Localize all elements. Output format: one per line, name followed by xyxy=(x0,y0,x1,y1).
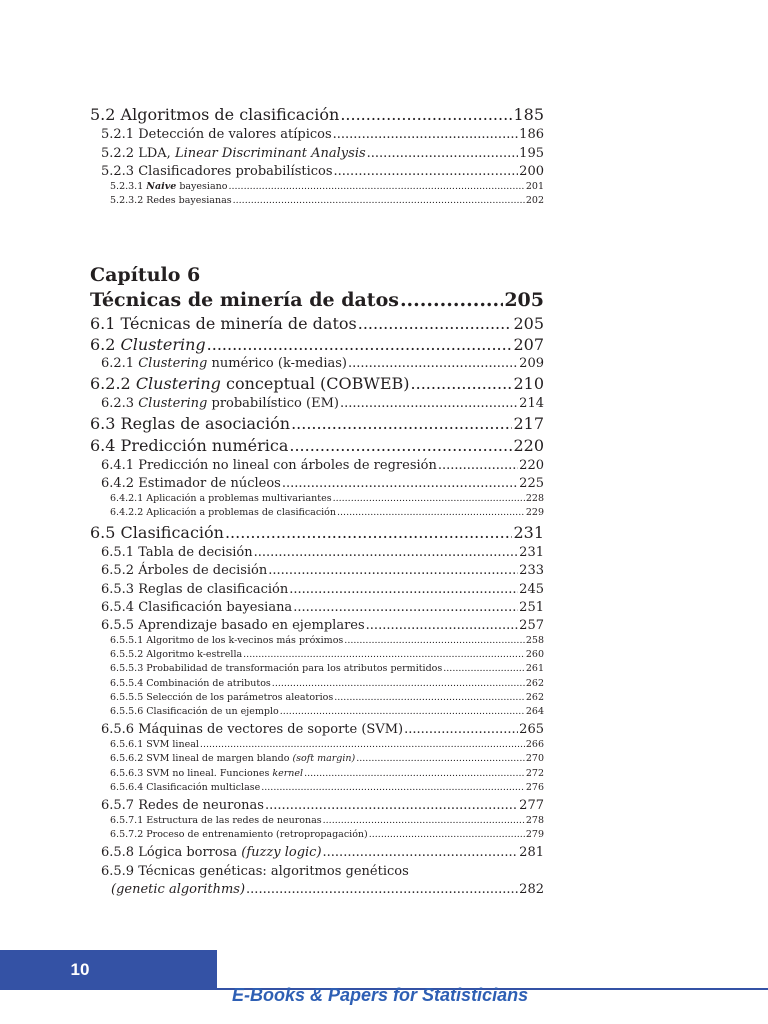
dot-leader xyxy=(243,649,525,660)
toc-page: 258 xyxy=(525,635,544,646)
toc-page: 262 xyxy=(525,692,544,703)
toc-number: 6.5.5.6 xyxy=(110,706,144,717)
toc-entry-6-3[interactable] xyxy=(90,414,544,433)
toc-page: 214 xyxy=(519,396,544,411)
toc-entry-6-5-6[interactable] xyxy=(101,722,544,737)
toc-title-italic: (fuzzy logic) xyxy=(241,845,322,860)
toc-page: 185 xyxy=(513,105,544,124)
dot-leader xyxy=(356,753,525,764)
toc-number: 6.5.6 xyxy=(101,722,135,737)
toc-entry-6-2-3[interactable] xyxy=(101,396,544,411)
toc-entry-6-5-5-4[interactable] xyxy=(110,678,544,689)
toc-number: 6.5.5.4 xyxy=(110,678,144,689)
dot-leader xyxy=(323,845,519,860)
toc-title: Aplicación a problemas multivariantes xyxy=(146,493,332,504)
chapter-label: Capítulo 6 xyxy=(90,264,201,286)
toc-title-italic: kernel xyxy=(272,768,304,779)
toc-number: 6.1 xyxy=(90,314,116,333)
toc-entry-6-2-2[interactable] xyxy=(90,374,544,393)
toc-entry-6-5-7-2[interactable] xyxy=(110,829,544,840)
toc-title: Redes de neuronas xyxy=(138,798,264,813)
toc-entry-6-5-9[interactable] xyxy=(101,864,544,879)
dot-leader xyxy=(323,815,525,826)
dot-leader xyxy=(280,706,525,717)
toc-entry-6-1[interactable] xyxy=(90,314,544,333)
toc-page: 261 xyxy=(525,663,544,674)
toc-title: Predicción numérica xyxy=(120,436,289,455)
toc-page: 195 xyxy=(519,146,544,161)
toc-entry-6-5-6-2[interactable] xyxy=(110,753,544,764)
toc-entry-6-5-5-1[interactable] xyxy=(110,635,544,646)
toc-title: Combinación de atributos xyxy=(146,678,271,689)
toc-page: 217 xyxy=(513,414,544,433)
toc-title: Algoritmos de clasificación xyxy=(120,105,340,124)
toc-entry-6-5-1[interactable] xyxy=(101,545,544,560)
toc-title-italic: Clustering xyxy=(120,335,206,354)
dot-leader xyxy=(289,436,512,455)
dot-leader xyxy=(443,663,525,674)
toc-entry-6-5-5-2[interactable] xyxy=(110,649,544,660)
dot-leader xyxy=(367,146,519,161)
dot-leader xyxy=(225,523,512,542)
toc-title: SVM no lineal. Funciones xyxy=(146,768,273,779)
toc-title: Aprendizaje basado en ejemplares xyxy=(138,618,365,633)
dot-leader xyxy=(334,692,525,703)
toc-title: Reglas de clasificación xyxy=(138,582,289,597)
toc-entry-5-2-3-1[interactable] xyxy=(110,181,544,192)
toc-number: 6.5.7 xyxy=(101,798,135,813)
toc-number: 6.4.2.1 xyxy=(110,493,144,504)
toc-number: 6.3 xyxy=(90,414,116,433)
toc-number: 6.5.9 xyxy=(101,864,135,879)
toc-number: 6.4.2.2 xyxy=(110,507,144,518)
toc-page: 262 xyxy=(525,678,544,689)
toc-title: Clasificación xyxy=(120,523,224,542)
toc-entry-6-5-8[interactable] xyxy=(101,845,544,860)
toc-title-italic: Naive xyxy=(146,181,177,192)
dot-leader xyxy=(233,195,525,206)
toc-title: probabilístico (EM) xyxy=(207,396,339,411)
toc-title: Clasificación multiclase xyxy=(146,782,261,793)
toc-page: 277 xyxy=(519,798,544,813)
dot-leader xyxy=(254,545,519,560)
toc-number: 6.2.1 xyxy=(101,356,135,371)
toc-number: 6.5.5.1 xyxy=(110,635,144,646)
dot-leader xyxy=(337,507,525,518)
toc-title: bayesiano xyxy=(176,181,228,192)
footer-brand-text: E-Books & Papers for Statisticians xyxy=(232,985,529,1005)
toc-entry-6-5-5-5[interactable] xyxy=(110,692,544,703)
toc-number: 6.5.7.1 xyxy=(110,815,144,826)
toc-number: 5.2.3.2 xyxy=(110,195,144,206)
toc-page: 245 xyxy=(519,582,544,597)
dot-leader xyxy=(366,618,519,633)
toc-title: Probabilidad de transformación para los atributos permitidos xyxy=(146,663,443,674)
toc-page: 210 xyxy=(513,374,544,393)
toc-page: 270 xyxy=(525,753,544,764)
toc-title: Clasificación de un ejemplo xyxy=(146,706,279,717)
toc-page: 200 xyxy=(519,164,544,179)
toc-title-italic: (soft margin) xyxy=(292,753,356,764)
toc-page: 264 xyxy=(525,706,544,717)
toc-number: 6.5.3 xyxy=(101,582,135,597)
toc-entry-6-5-6-3[interactable] xyxy=(110,768,544,779)
toc-page: 186 xyxy=(519,127,544,142)
toc-number: 6.5.6.2 xyxy=(110,753,144,764)
dot-leader xyxy=(207,335,513,354)
dot-leader xyxy=(404,722,518,737)
toc-entry-6-2-1[interactable] xyxy=(101,356,544,371)
dot-leader xyxy=(272,678,525,689)
dot-leader xyxy=(246,882,518,897)
toc-title-italic: Clustering xyxy=(138,396,208,411)
toc-number: 6.5.6.3 xyxy=(110,768,144,779)
toc-entry-6-5-5[interactable] xyxy=(101,618,544,633)
dot-leader xyxy=(369,829,525,840)
toc-title: Técnicas de minería de datos xyxy=(120,314,357,333)
toc-entry-6-5-6-4[interactable] xyxy=(110,782,544,793)
toc-title: Reglas de asociación xyxy=(120,414,291,433)
toc-entry-5-2-3-2[interactable] xyxy=(110,195,544,206)
dot-leader xyxy=(291,414,512,433)
dot-leader xyxy=(282,476,518,491)
dot-leader xyxy=(293,600,518,615)
toc-page: 281 xyxy=(519,845,544,860)
toc-entry-6-5-5-3[interactable] xyxy=(110,663,544,674)
dot-leader xyxy=(438,458,518,473)
toc-title: Máquinas de vectores de soporte (SVM) xyxy=(138,722,404,737)
toc-page: 201 xyxy=(525,181,544,192)
dot-leader xyxy=(358,314,513,333)
toc-page: 276 xyxy=(525,782,544,793)
toc-page: 231 xyxy=(519,545,544,560)
toc-number: 6.4.2 xyxy=(101,476,135,491)
dot-leader xyxy=(289,582,518,597)
dot-leader xyxy=(333,127,519,142)
toc-page: 207 xyxy=(513,335,544,354)
toc-number: 6.5.5.3 xyxy=(110,663,144,674)
toc-title: Predicción no lineal con árboles de regresión xyxy=(138,458,437,473)
dot-leader xyxy=(400,289,503,311)
toc-entry-6-5-2[interactable] xyxy=(101,563,544,578)
toc-entry-6-4-2[interactable] xyxy=(101,476,544,491)
toc-entry-6-5-7-1[interactable] xyxy=(110,815,544,826)
toc-page: 282 xyxy=(519,882,544,897)
toc-page: 233 xyxy=(519,563,544,578)
toc-entry-6-5-4[interactable] xyxy=(101,600,544,615)
toc-title: numérico (k-medias) xyxy=(207,356,347,371)
toc-page: 220 xyxy=(513,436,544,455)
toc-title: Algoritmo de los k-vecinos más próximos xyxy=(146,635,344,646)
toc-page: 220 xyxy=(519,458,544,473)
toc-number: 5.2.1 xyxy=(101,127,135,142)
toc-entry-6-4-2-2[interactable] xyxy=(110,507,544,518)
toc-title: Estimador de núcleos xyxy=(138,476,281,491)
toc-title: Lógica borrosa xyxy=(138,845,242,860)
toc-number: 6.2 xyxy=(90,335,116,354)
toc-title-italic: Clustering xyxy=(138,356,208,371)
toc-entry-chapter-6[interactable] xyxy=(90,289,544,311)
toc-entry-6-5-9-cont[interactable] xyxy=(111,882,544,897)
toc-entry-6-5[interactable] xyxy=(90,523,544,542)
toc-number: 5.2.2 xyxy=(101,146,135,161)
toc-page: 266 xyxy=(525,739,544,750)
toc-page: 265 xyxy=(519,722,544,737)
toc-number: 6.5.4 xyxy=(101,600,135,615)
toc-page: 225 xyxy=(519,476,544,491)
toc-page: 202 xyxy=(525,195,544,206)
toc-entry-5-2[interactable] xyxy=(90,105,544,124)
toc-title: Tabla de decisión xyxy=(138,545,253,560)
dot-leader xyxy=(348,356,518,371)
toc-title: Detección de valores atípicos xyxy=(138,127,332,142)
toc-title: SVM lineal xyxy=(146,739,199,750)
toc-number: 6.5.5.5 xyxy=(110,692,144,703)
toc-title: conceptual (COBWEB) xyxy=(220,374,410,393)
toc-page: 272 xyxy=(525,768,544,779)
toc-number: 5.2.3 xyxy=(101,164,135,179)
chapter-title: Técnicas de minería de datos xyxy=(90,289,399,311)
dot-leader xyxy=(333,493,525,504)
toc-page: 251 xyxy=(519,600,544,615)
toc-entry-5-2-2[interactable] xyxy=(101,146,544,161)
toc-number: 6.5.8 xyxy=(101,845,135,860)
toc-page: 257 xyxy=(519,618,544,633)
toc-title: SVM lineal de margen blando xyxy=(146,753,293,764)
dot-leader xyxy=(268,563,518,578)
toc-title: Clasificadores probabilísticos xyxy=(138,164,333,179)
toc-page: 228 xyxy=(525,493,544,504)
toc-title: LDA, xyxy=(138,146,175,161)
toc-entry-6-4[interactable] xyxy=(90,436,544,455)
toc-title: Estructura de las redes de neuronas xyxy=(146,815,322,826)
toc-entry-6-4-1[interactable] xyxy=(101,458,544,473)
toc-entry-6-5-6-1[interactable] xyxy=(110,739,544,750)
toc-number: 6.5.2 xyxy=(101,563,135,578)
toc-page: 205 xyxy=(513,314,544,333)
toc-entry-6-5-3[interactable] xyxy=(101,582,544,597)
toc-title: Proceso de entrenamiento (retropropagación) xyxy=(146,829,368,840)
toc-title: Algoritmo k-estrella xyxy=(146,649,243,660)
dot-leader xyxy=(334,164,519,179)
toc-page: 278 xyxy=(525,815,544,826)
toc-page: 205 xyxy=(504,289,544,311)
toc-number: 6.5 xyxy=(90,523,116,542)
dot-leader xyxy=(344,635,525,646)
toc-number: 6.5.5 xyxy=(101,618,135,633)
dot-leader xyxy=(261,782,525,793)
dot-leader xyxy=(200,739,525,750)
dot-leader xyxy=(304,768,525,779)
toc-entry-6-4-2-1[interactable] xyxy=(110,493,544,504)
toc-entry-6-5-5-6[interactable] xyxy=(110,706,544,717)
toc-title-italic: (genetic algorithms) xyxy=(111,882,246,897)
toc-number: 6.4 xyxy=(90,436,116,455)
dot-leader xyxy=(411,374,513,393)
toc-page: 229 xyxy=(525,507,544,518)
toc-page: 279 xyxy=(525,829,544,840)
toc-entry-5-2-3[interactable] xyxy=(101,164,544,179)
toc-number: 5.2.3.1 xyxy=(110,181,144,192)
toc-number: 5.2 xyxy=(90,105,116,124)
page-number: 10 xyxy=(70,960,90,979)
toc-page: 209 xyxy=(519,356,544,371)
toc-page: 260 xyxy=(525,649,544,660)
toc-number: 6.2.3 xyxy=(101,396,135,411)
toc-number: 6.5.6.4 xyxy=(110,782,144,793)
dot-leader xyxy=(265,798,518,813)
dot-leader xyxy=(340,396,518,411)
toc-entry-6-5-7[interactable] xyxy=(101,798,544,813)
toc-number: 6.2.2 xyxy=(90,374,131,393)
dot-leader xyxy=(340,105,512,124)
toc-page: 231 xyxy=(513,523,544,542)
toc-entry-5-2-1[interactable] xyxy=(101,127,544,142)
toc-number: 6.5.6.1 xyxy=(110,739,144,750)
toc-title: Redes bayesianas xyxy=(146,195,232,206)
toc-number: 6.5.5.2 xyxy=(110,649,144,660)
dot-leader xyxy=(228,181,524,192)
toc-number: 6.5.7.2 xyxy=(110,829,144,840)
toc-title-italic: Clustering xyxy=(135,374,221,393)
toc-title: Técnicas genéticas: algoritmos genéticos xyxy=(138,864,409,879)
toc-title: Árboles de decisión xyxy=(138,563,268,578)
toc-title: Clasificación bayesiana xyxy=(138,600,293,615)
toc-entry-6-2[interactable] xyxy=(90,335,544,354)
toc-title: Aplicación a problemas de clasificación xyxy=(146,507,337,518)
toc-title-italic: Linear Discriminant Analysis xyxy=(174,146,366,161)
toc-number: 6.4.1 xyxy=(101,458,135,473)
toc-title: Selección de los parámetros aleatorios xyxy=(146,692,334,703)
toc-number: 6.5.1 xyxy=(101,545,135,560)
